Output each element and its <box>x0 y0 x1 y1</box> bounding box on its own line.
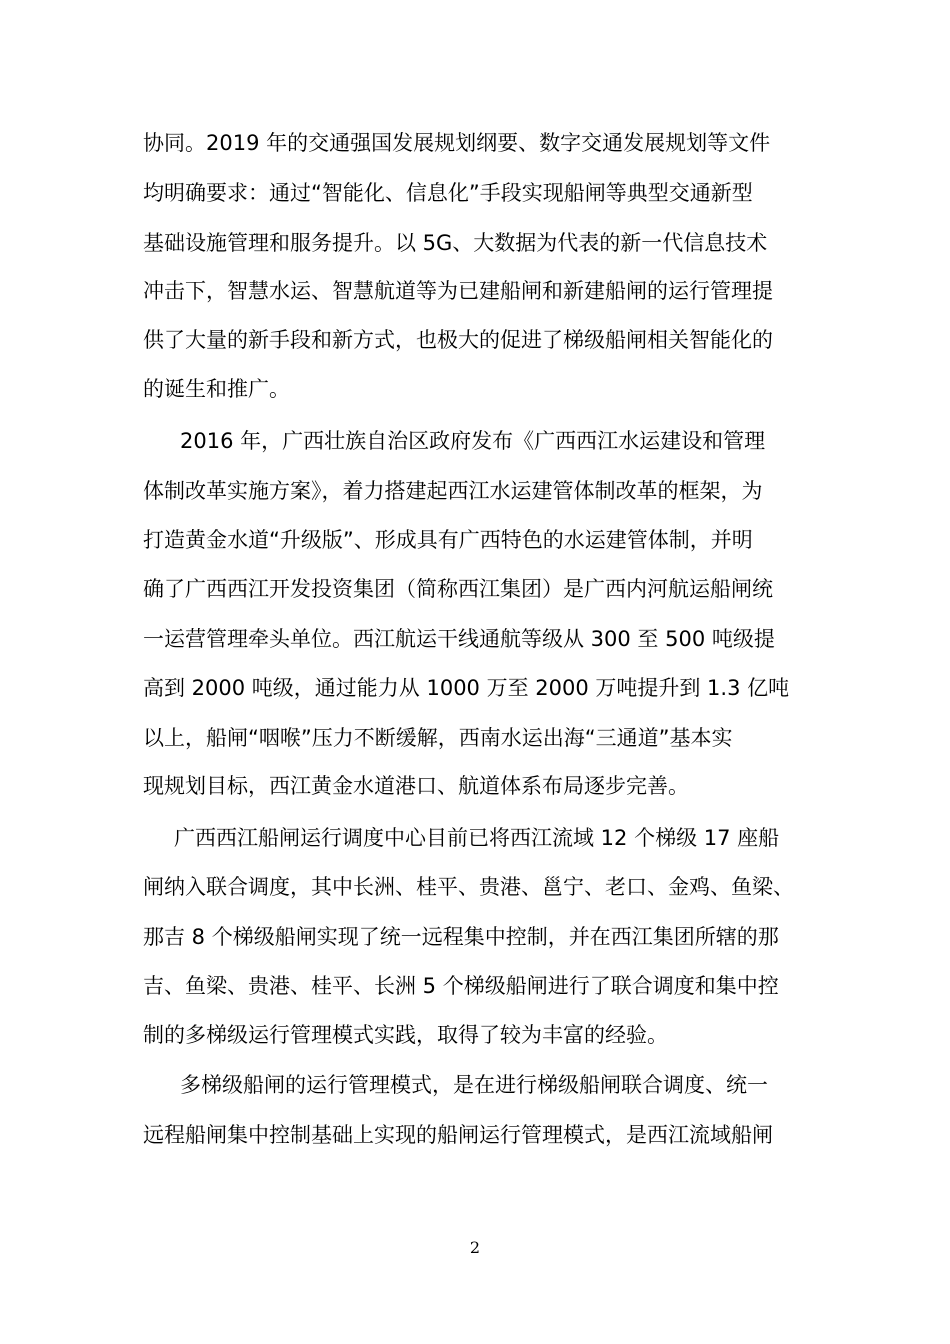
text-line: 2016 年，广西壮族自治区政府发布《广西西江水运建设和管理 <box>180 429 766 453</box>
page-number: 2 <box>469 1238 481 1257</box>
text-line: 闸纳入联合调度，其中长洲、桂平、贵港、邕宁、老口、金鸡、鱼梁、 <box>143 875 794 899</box>
text-line: 冲击下，智慧水运、智慧航道等为已建船闸和新建船闸的运行管理提 <box>143 279 773 303</box>
text-line: 制的多梯级运行管理模式实践，取得了较为丰富的经验。 <box>143 1023 668 1047</box>
text-line: 多梯级船闸的运行管理模式，是在进行梯级船闸联合调度、统一 <box>180 1073 768 1097</box>
text-line: 协同。2019 年的交通强国发展规划纲要、数字交通发展规划等文件 <box>143 131 771 155</box>
text-line: 现规划目标，西江黄金水道港口、航道体系布局逐步完善。 <box>143 774 689 798</box>
text-line: 远程船闸集中控制基础上实现的船闸运行管理模式，是西江流域船闸 <box>143 1123 773 1147</box>
text-line: 广西西江船闸运行调度中心目前已将西江流域 12 个梯级 17 座船 <box>174 826 780 850</box>
text-line: 均明确要求：通过“智能化、信息化”手段实现船闸等典型交通新型 <box>143 181 753 205</box>
text-line: 体制改革实施方案》，着力搭建起西江水运建管体制改革的框架，为 <box>143 479 763 503</box>
text-line: 以上，船闸“咽喉”压力不断缓解，西南水运出海“三通道”基本实 <box>143 726 733 750</box>
text-line: 打造黄金水道“升级版”、形成具有广西特色的水运建管体制，并明 <box>143 528 753 552</box>
text-line: 供了大量的新手段和新方式，也极大的促进了梯级船闸相关智能化的 <box>143 328 773 352</box>
text-line: 一运营管理牵头单位。西江航运干线通航等级从 300 至 500 吨级提 <box>143 627 775 651</box>
text-line: 吉、鱼梁、贵港、桂平、长洲 5 个梯级船闸进行了联合调度和集中控 <box>143 974 779 998</box>
text-line: 高到 2000 吨级，通过能力从 1000 万至 2000 万吨提升到 1.3 亿吨 <box>143 676 790 700</box>
text-line: 基础设施管理和服务提升。以 5G、大数据为代表的新一代信息技术 <box>143 231 768 255</box>
text-line: 那吉 8 个梯级船闸实现了统一远程集中控制，并在西江集团所辖的那 <box>143 925 779 949</box>
text-line: 确了广西西江开发投资集团（简称西江集团）是广西内河航运船闸统 <box>143 577 773 601</box>
text-line: 的诞生和推广。 <box>143 377 290 401</box>
